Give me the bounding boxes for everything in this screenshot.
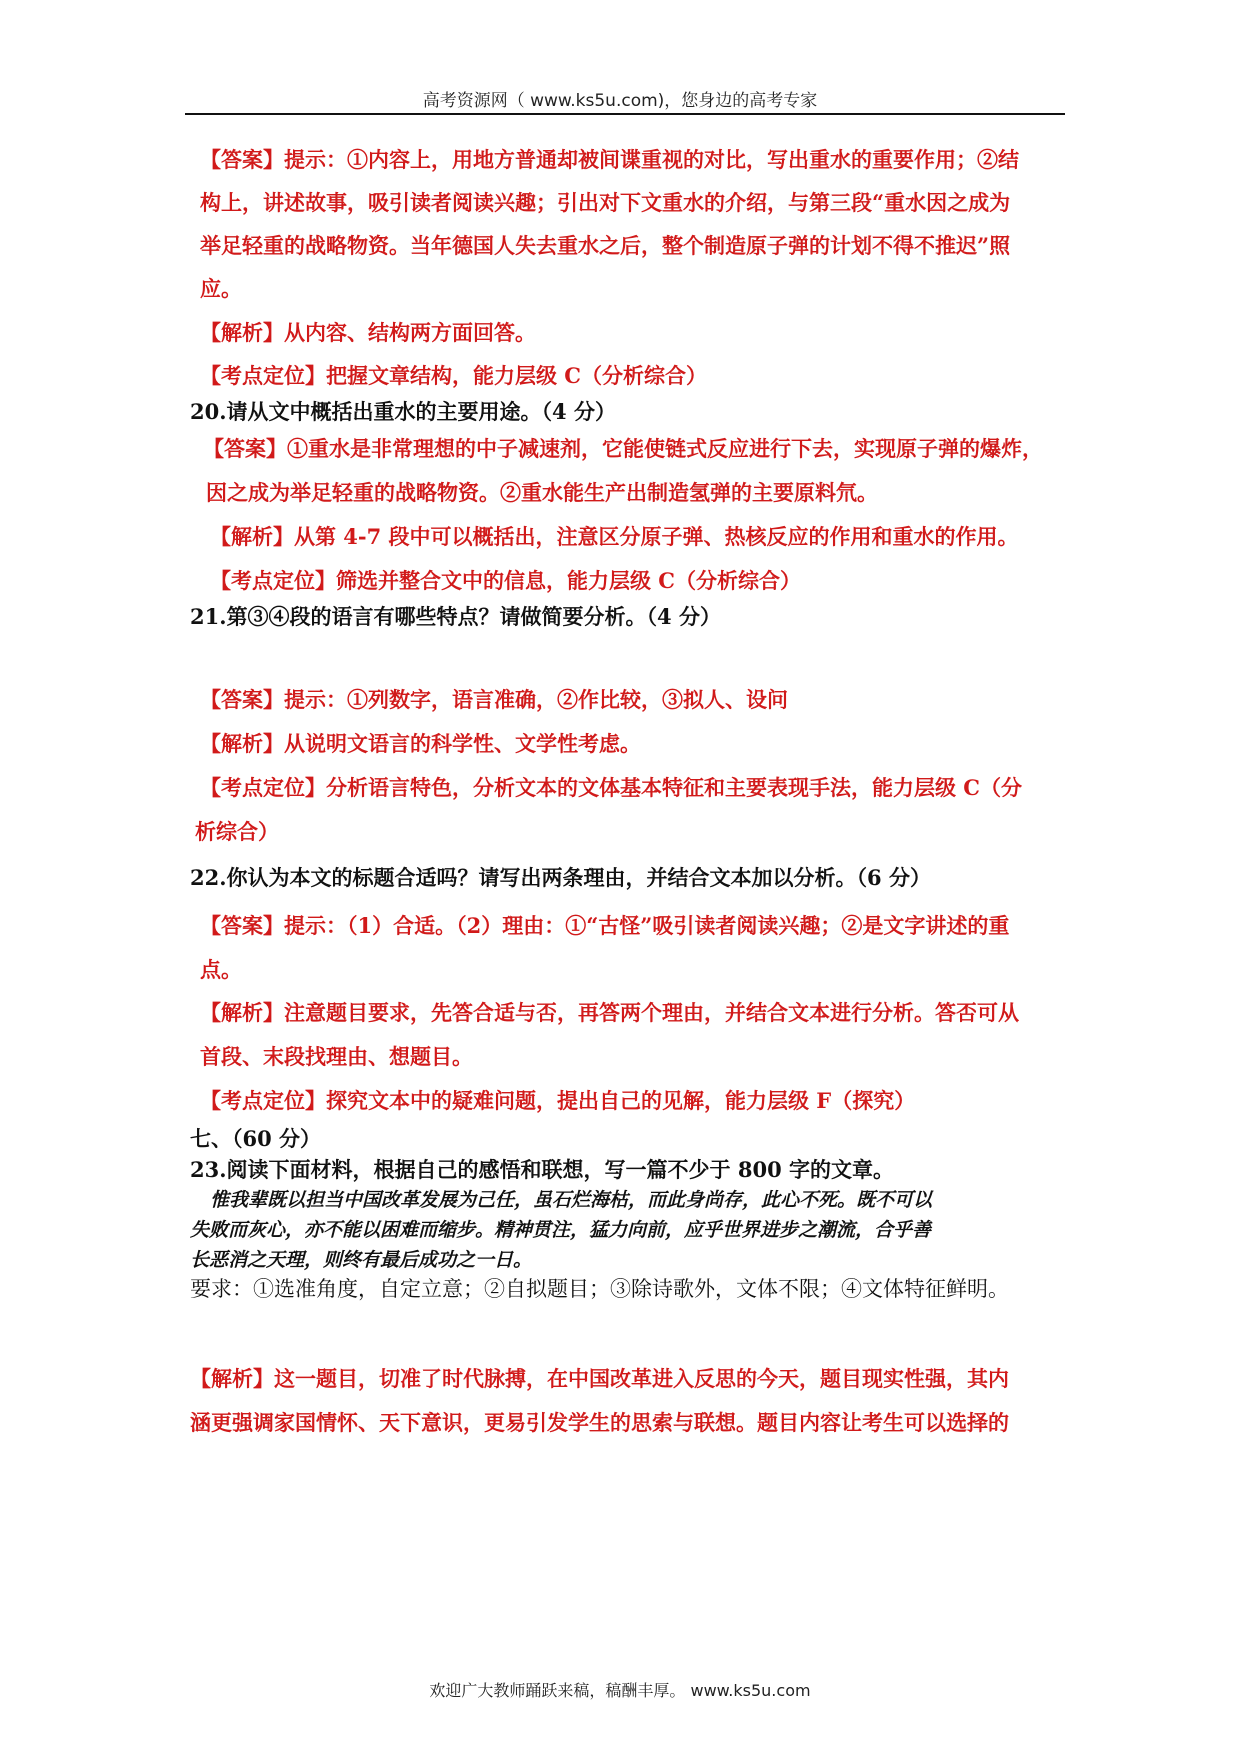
q20-question: 20.请从文中概括出重水的主要用途。（4 分） <box>190 399 616 424</box>
q22-question: 22.你认为本文的标题合适吗？请写出两条理由，并结合文本加以分析。（6 分） <box>190 865 931 890</box>
header-text: 高考资源网（ www.ks5u.com)，您身边的高考专家 <box>422 91 818 111</box>
q22-answer-line-2: 点。 <box>200 957 242 982</box>
q19-answer-line-3: 举足轻重的战略物资。当年德国人失去重水之后，整个制造原子弹的计划不得不推迟”照 <box>200 233 1011 258</box>
section-7-heading: 七、（60 分） <box>190 1126 322 1151</box>
q19-answer-line-4: 应。 <box>200 276 242 301</box>
q20-answer-line-1: 【答案】①重水是非常理想的中子减速剂，它能使链式反应进行下去，实现原子弹的爆炸， <box>203 436 1043 461</box>
q23-requirements: 要求：①选准角度，自定立意；②自拟题目；③除诗歌外，文体不限；④文体特征鲜明。 <box>190 1277 1009 1301</box>
q19-analysis: 【解析】从内容、结构两方面回答。 <box>200 320 536 345</box>
q21-question: 21.第③④段的语言有哪些特点？请做简要分析。（4 分） <box>190 604 721 629</box>
q20-answer-line-2: 因之成为举足轻重的战略物资。②重水能生产出制造氢弹的主要原料氘。 <box>206 480 878 505</box>
q23-question: 23.阅读下面材料，根据自己的感悟和联想，写一篇不少于 800 字的文章。 <box>190 1157 894 1182</box>
q20-analysis: 【解析】从第 4-7 段中可以概括出，注意区分原子弹、热核反应的作用和重水的作用。 <box>210 524 1019 549</box>
q21-answer: 【答案】提示：①列数字，语言准确，②作比较，③拟人、设问 <box>200 687 788 712</box>
q21-point-line-2: 析综合） <box>195 819 279 844</box>
q22-answer-line-1: 【答案】提示：（1）合适。（2）理由：①“古怪”吸引读者阅读兴趣；②是文字讲述的重 <box>200 913 1010 938</box>
q23-analysis-line-2: 涵更强调家国情怀、天下意识，更易引发学生的思索与联想。题目内容让考生可以选择的 <box>190 1410 1009 1435</box>
q23-material-line-3: 长恶消之天理，则终有最后成功之一日。 <box>190 1249 533 1271</box>
q23-material-line-2: 失败而灰心，亦不能以困难而缩步。精神贯注，猛力向前，应乎世界进步之潮流，合乎善 <box>190 1219 932 1241</box>
q23-material-line-1: 惟我辈既以担当中国改革发展为己任，虽石烂海枯，而此身尚存，此心不死。既不可以 <box>210 1189 933 1211</box>
header-rule <box>185 113 1065 115</box>
q22-analysis-line-1: 【解析】注意题目要求，先答合适与否，再答两个理由，并结合文本进行分析。答否可从 <box>200 1000 1019 1025</box>
q19-answer-line-2: 构上，讲述故事，吸引读者阅读兴趣；引出对下文重水的介绍，与第三段“重水因之成为 <box>200 190 1011 215</box>
page-footer: 欢迎广大教师踊跃来稿，稿酬丰厚。 www.ks5u.com <box>429 1681 811 1700</box>
q22-point: 【考点定位】探究文本中的疑难问题，提出自己的见解，能力层级 F（探究） <box>200 1088 916 1113</box>
q19-answer-line-1: 【答案】提示：①内容上，用地方普通却被间谍重视的对比，写出重水的重要作用；②结 <box>200 147 1019 172</box>
q21-point-line-1: 【考点定位】分析语言特色，分析文本的文体基本特征和主要表现手法，能力层级 C（分 <box>200 775 1023 800</box>
q20-point: 【考点定位】筛选并整合文中的信息，能力层级 C（分析综合） <box>210 568 802 593</box>
q19-point: 【考点定位】把握文章结构，能力层级 C（分析综合） <box>200 363 708 388</box>
q22-analysis-line-2: 首段、末段找理由、想题目。 <box>200 1044 473 1069</box>
q23-analysis-line-1: 【解析】这一题目，切准了时代脉搏，在中国改革进入反思的今天，题目现实性强，其内 <box>190 1366 1009 1391</box>
q21-analysis: 【解析】从说明文语言的科学性、文学性考虑。 <box>200 731 641 756</box>
